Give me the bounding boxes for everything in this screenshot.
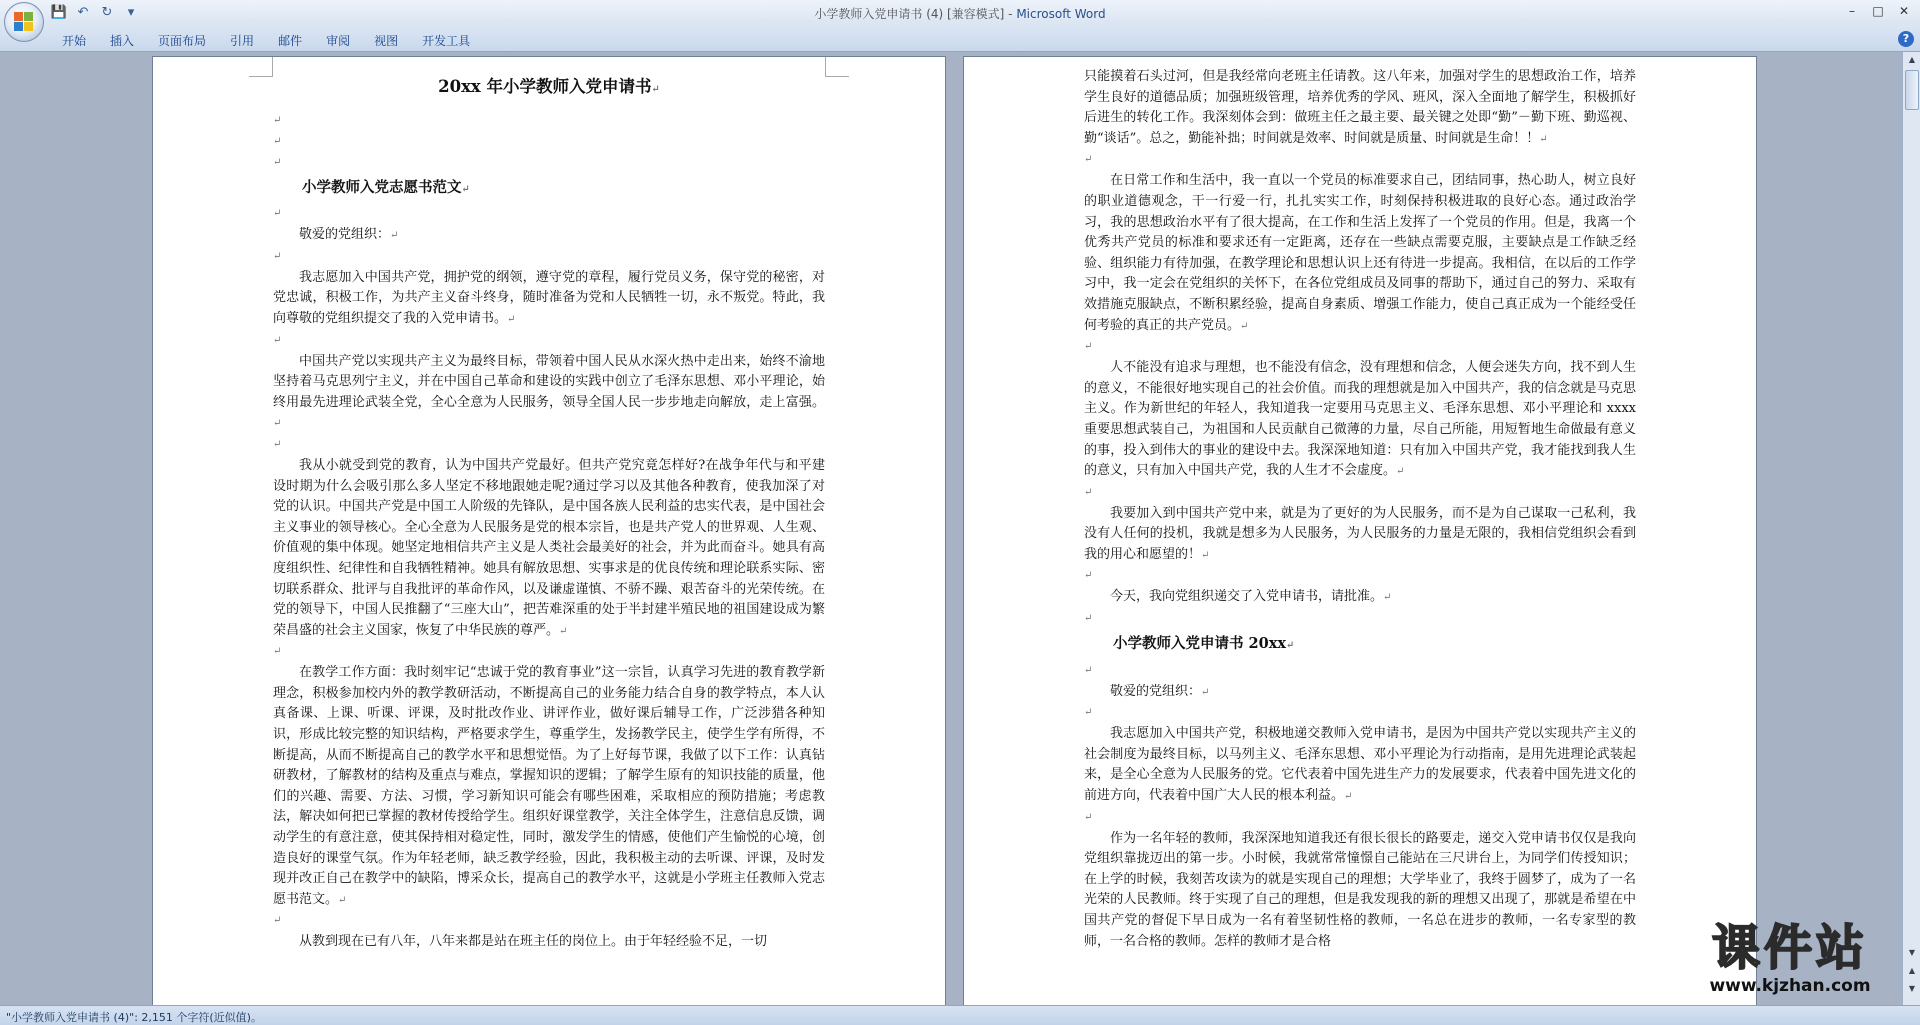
office-button[interactable] bbox=[4, 2, 44, 42]
window-title bbox=[0, 5, 1920, 22]
document-title: 20xx 年小学教师入党申请书 ↵ bbox=[273, 77, 825, 101]
document-page-2[interactable] bbox=[963, 56, 1757, 1005]
window-title-doc: 小学教师入党申请书 (4) [兼容模式] - bbox=[814, 7, 1017, 21]
document-page-1[interactable] bbox=[152, 56, 946, 1005]
empty-paragraph bbox=[1084, 609, 1636, 630]
body-paragraph: 我从小就受到党的教育，认为中国共产党最好。但共产党究竟怎样好?在战争年代与和平建设时期为什么会吸引那么多人坚定不移地跟她走呢?通过学习以及其他各种教育，使我加深了对党的认识。中国共产党是中国工人阶级的先锋队，是中国各族人民利益的忠实代表，是中国社会主义事业的领导核心。全心全意为人民服务是党的根本宗旨，也是共产党人的世界观、人生观、价值观的集中体现。她坚定地相信共产主义是人类社会最美好的社会，并为此而奋斗。她具有高度组织性、纪律性和自我牺牲精神。她具有解放思想、实事求是的优良传统和理论联系实际、密切联系群众、批评与自我批评的革命作风，以及谦虚谨慎、不骄不躁、艰苦奋斗的光荣传统。在党的领导下，中国人民推翻了“三座大山”，把苦难深重的处于半封建半殖民地的祖国建设成为繁荣昌盛的社会主义国家，恢复了中华民族的尊严。 ↵ bbox=[273, 456, 825, 642]
empty-paragraph bbox=[273, 642, 825, 663]
empty-paragraph bbox=[1084, 661, 1636, 682]
body-paragraph: 我要加入到中国共产党中来，就是为了更好的为人民服务，而不是为自己谋取一己私利，我没有人任何的投机，我就是想多为人民服务，为人民服务的力量是无限的，我相信党组织会看到我的用心和愿望的！ ↵ bbox=[1084, 504, 1636, 567]
body-paragraph: 在教学工作方面：我时刻牢记“忠诚于党的教育事业”这一宗旨，认真学习先进的教育教学新理念，积极参加校内外的教学教研活动，不断提高自己的业务能力结合自身的教学特点，本人认真备课、上课、听课、评课，及时批改作业、讲评作业，做好课后辅导工作，广泛涉猎各种知识，形成比较完整的知识结构，严格要求学生，尊重学生，发扬教学民主，使学生学有所得，不断提高，从而不断提高自己的教学水平和思想觉悟。为了上好每节课，我做了以下工作：认真钻研教材，了解教材的结构及重点与难点，掌握知识的逻辑；了解学生原有的知识技能的质量，他们的兴趣、需要、方法、习惯，学习新知识可能会有哪些困难，采取相应的预防措施；考虑教法，解决如何把已掌握的教材传授给学生。组织好课堂教学，关注全体学生，注意信息反馈，调动学生的有意注意，使其保持相对稳定性，同时，激发学生的情感，使他们产生愉悦的心境，创造良好的课堂气氛。作为年轻老师，缺乏教学经验，因此，我积极主动的去听课、评课，及时发现并改正自己在教学中的缺陷，博采众长，提高自己的教学水平，这就是小学班主任教师入党志愿书范文。 ↵ bbox=[273, 663, 825, 911]
paragraph-mark bbox=[1240, 321, 1248, 332]
paragraph-mark bbox=[1396, 466, 1404, 477]
tab-references[interactable]: 引用 bbox=[230, 34, 255, 48]
vertical-scrollbar[interactable] bbox=[1902, 52, 1920, 1005]
section-heading: 小学教师入党志愿书范文 ↵ bbox=[273, 178, 825, 201]
tab-home[interactable]: 开始 bbox=[62, 34, 87, 48]
paragraph-mark bbox=[1286, 640, 1294, 651]
watermark-title: 课件站 bbox=[1711, 920, 1868, 976]
body-paragraph: 在日常工作和生活中，我一直以一个党员的标准要求自己，团结同事，热心助人，树立良好的职业道德观念，干一行爱一行，扎扎实实工作，时刻保持积极进取的良好心态。通过政治学习，我的思想政治水平有了很大提高，在工作和生活上发挥了一个党员的作用。但是，我离一个优秀共产党员的标准和要求还有一定距离，还存在一些缺点需要克服，主要缺点是工作缺乏经验、组织能力有待加强，在教学理论和思想认识上还有待进一步提高。我相信，在以后的工作学习中，我一定会在党组织的关怀下，在各位党组成员及同事的帮助下，通过自己的努力、采取有效措施克服缺点，不断积累经验，提高自身素质、增强工作能力，使自己真正成为一个能经受任何考验的真正的共产党员。 ↵ bbox=[1084, 171, 1636, 337]
empty-paragraph bbox=[273, 331, 825, 352]
help-icon[interactable]: ? bbox=[1898, 31, 1914, 47]
paragraph-mark bbox=[1201, 687, 1209, 698]
undo-icon[interactable]: ↶ bbox=[77, 5, 89, 20]
next-page-icon[interactable]: ▼ bbox=[1908, 984, 1916, 993]
ribbon-tabs bbox=[50, 30, 482, 51]
body-paragraph: 中国共产党以实现共产主义为最终目标，带领着中国人民从水深火热中走出来，始终不渝地坚持着马克思列宁主义，并在中国自己革命和建设的实践中创立了毛泽东思想、邓小平理论，始终用最先进理论武装全党，全心全意为人民服务，领导全国人民一步步地走向解放，走上富强。 ↵ bbox=[273, 352, 825, 435]
status-word-count[interactable]: "小学教师入党申请书 (4)": 2,151 个字符(近似值)。 bbox=[6, 1011, 262, 1024]
paragraph-mark bbox=[338, 895, 346, 906]
body-paragraph: 作为一名年轻的教师，我深深地知道我还有很长很长的路要走，递交入党申请书仅仅是我向党组织靠拢迈出的第一步。小时候，我就常常憧憬自己能站在三尺讲台上，为同学们传授知识；在上学的时候，我刻苦攻读为的就是实现自己的理想；大学毕业了，我终于圆梦了，成为了一名光荣的人民教师。终于实现了自己的理想，但是我发现我的新的理想又出现了，那就是希望在中国共产党的督促下早日成为一名有着坚韧性格的教师，一名总在进步的教师，一名专家型的教师，一名合格的教师。怎样的教师才是合格 bbox=[1084, 830, 1636, 949]
salutation: 敬爱的党组织： ↵ bbox=[1084, 682, 1636, 704]
section-heading: 小学教师入党申请书 20xx ↵ bbox=[1084, 634, 1636, 657]
empty-paragraph bbox=[1084, 808, 1636, 829]
body-paragraph: 我志愿加入中国共产党，积极地递交教师入党申请书，是因为中国共产党以实现共产主义的社会制度为最终目标，以马列主义、毛泽东思想、邓小平理论为行动指南，是用先进理论武装起来，是全心全意为人民服务的党。它代表着中国先进生产力的发展要求，代表着中国先进文化的前进方向，代表着中国广大人民的根本利益。 ↵ bbox=[1084, 724, 1636, 807]
empty-paragraph bbox=[1084, 337, 1636, 358]
site-watermark bbox=[1670, 920, 1910, 1005]
paragraph-mark bbox=[273, 418, 281, 429]
body-paragraph: 我志愿加入中国共产党，拥护党的纲领，遵守党的章程，履行党员义务，保守党的秘密，对党忠诚，积极工作，为共产主义奋斗终身，随时准备为党和人民牺牲一切，永不叛党。特此，我向尊敬的党组织提交了我的入党申请书。 ↵ bbox=[273, 268, 825, 331]
paragraph-mark bbox=[1201, 550, 1209, 561]
minimize-icon[interactable]: – bbox=[1849, 4, 1855, 18]
page-2-body[interactable] bbox=[1084, 67, 1636, 952]
page-1-body[interactable] bbox=[273, 69, 825, 953]
window-controls bbox=[1840, 2, 1916, 20]
empty-paragraph bbox=[1084, 483, 1636, 504]
window-title-app: Microsoft Word bbox=[1016, 7, 1106, 21]
scroll-up-icon[interactable]: ▲ bbox=[1908, 55, 1916, 64]
empty-paragraph bbox=[273, 111, 825, 132]
empty-paragraph bbox=[1084, 703, 1636, 724]
paragraph-mark bbox=[1383, 592, 1391, 603]
tab-developer[interactable]: 开发工具 bbox=[422, 34, 471, 48]
office-logo-icon bbox=[14, 12, 34, 32]
status-bar bbox=[0, 1005, 1920, 1025]
tab-review[interactable]: 审阅 bbox=[326, 34, 351, 48]
ribbon-tab-bar bbox=[0, 26, 1920, 52]
body-paragraph: 人不能没有追求与理想，也不能没有信念，没有理想和信念，人便会迷失方向，找不到人生的意义，不能很好地实现自己的社会价值。而我的理想就是加入中国共产，我的信念就是马克思主义。作为新世纪的年轻人，我知道我一定要用马克思主义、毛泽东思想、邓小平理论和 xxxx 重要思想武装自己，为祖国和人民贡献自己微薄的力量，尽自己所能，用短暂地生命做最有意义的事，投入到伟大的事业的建设中去。我深深地知道：只有加入中国共产党，我才能找到我人生的意义，只有加入中国共产党，我的人生才不会虚度。 ↵ bbox=[1084, 358, 1636, 483]
crop-mark bbox=[249, 57, 273, 77]
title-bar bbox=[0, 0, 1920, 26]
body-paragraph: 从教到现在已有八年，八年来都是站在班主任的岗位上。由于年轻经验不足，一切 bbox=[299, 934, 768, 950]
salutation: 敬爱的党组织： ↵ bbox=[273, 225, 825, 247]
save-icon[interactable]: 💾 bbox=[50, 5, 68, 20]
watermark-url: www.kjzhan.com bbox=[1709, 976, 1871, 996]
maximize-icon[interactable]: □ bbox=[1872, 4, 1884, 18]
paragraph-mark bbox=[507, 314, 515, 325]
body-paragraph: 只能摸着石头过河，但是我经常向老班主任请教。这八年来，加强对学生的思想政治工作，培养学生良好的道德品质；加强班级管理，培养优秀的学风、班风，深入全面地了解学生，积极抓好后进生的转化工作。我深刻体会到：做班主任之最主要、最关键之处即“勤”－勤下班、勤巡视、勤“谈话”。总之，勤能补拙；时间就是效率、时间就是质量、时间就是生命！！ ↵ bbox=[1084, 67, 1636, 150]
empty-paragraph bbox=[273, 204, 825, 225]
crop-mark bbox=[825, 57, 849, 77]
document-area[interactable] bbox=[0, 52, 1902, 1005]
body-paragraph: 今天，我向党组织递交了入党申请书，请批准。 ↵ bbox=[1084, 587, 1636, 609]
redo-icon[interactable]: ↻ bbox=[101, 5, 113, 20]
paragraph-mark bbox=[1539, 134, 1547, 145]
customize-icon[interactable]: ▾ bbox=[127, 5, 135, 20]
empty-paragraph bbox=[1084, 566, 1636, 587]
previous-page-icon[interactable]: ▲ bbox=[1908, 966, 1916, 975]
close-icon[interactable]: ✕ bbox=[1898, 4, 1910, 18]
scroll-thumb[interactable] bbox=[1905, 70, 1919, 110]
paragraph-mark bbox=[652, 84, 660, 95]
empty-paragraph bbox=[273, 435, 825, 456]
paragraph-mark bbox=[559, 626, 567, 637]
tab-view[interactable]: 视图 bbox=[374, 34, 399, 48]
empty-paragraph bbox=[273, 132, 825, 153]
paragraph-mark bbox=[462, 184, 470, 195]
tab-insert[interactable]: 插入 bbox=[110, 34, 135, 48]
empty-paragraph bbox=[273, 153, 825, 174]
paragraph-mark bbox=[390, 230, 398, 241]
empty-paragraph bbox=[1084, 150, 1636, 171]
empty-paragraph bbox=[273, 911, 825, 932]
tab-mailings[interactable]: 邮件 bbox=[278, 34, 303, 48]
paragraph-mark bbox=[1344, 791, 1352, 802]
empty-paragraph bbox=[273, 247, 825, 268]
tab-page-layout[interactable]: 页面布局 bbox=[158, 34, 207, 48]
scroll-down-icon[interactable]: ▼ bbox=[1908, 948, 1916, 957]
